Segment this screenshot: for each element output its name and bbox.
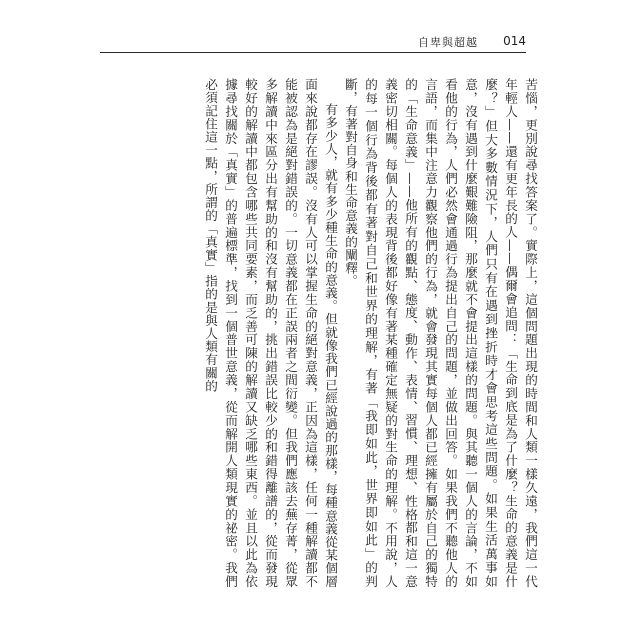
header-rule xyxy=(100,52,526,53)
body-text xyxy=(140,78,540,588)
page-number: 014 xyxy=(503,34,526,48)
running-header xyxy=(100,34,526,54)
book-title: 自卑與超越 xyxy=(418,36,478,49)
paragraph-2: 有多少人，就有多少種生命的意義。但就像我們已經說過的那樣，每種意義從某個層面來說都存在謬誤。沒有人可以掌握生命的絕對意義，正因為這樣，任何一種解讀都不能被認為是絕對錯誤的。一切意義都在正誤兩者之間衍變。但我們應該去蕪存菁，從眾多解讀中來區分出有幫助的和沒有幫助的，挑出錯誤比較少的和錯得離譜的，從而發現較好的解讀中都包含哪些共同要素，而乏善可陳的解讀又缺乏哪些東西。並且以此為依據尋找關於「真實」的普遍標準，找到一個普世意義，從而解開人類現實的祕密。我們必須記住這一點，所謂的「真實」指的是與人類有關的 xyxy=(203,78,338,588)
paragraph-1: 苦惱，更別說尋找答案了。實際上，這個問題出現的時間和人類一樣久遠，我們這一代年輕人——還有更年長的人——偶爾會追問：「生命到底是為了什麼？生命的意義是什麼？」但大多數情況下，人們只有在遇到挫折時才會思考這些問題。如果生活萬事如意，沒有遇到什麼艱難險阻，那麼就不會提出這樣的問題。與其聽一個人的言論，不如看他的行為，人們必然會通過行為提出自己的問題，並做出回答。如果我們不聽他人的言語，而集中注意力觀察他們的行為，就會發現其實每個人都已經擁有屬於自己的獨特的「生命意義」——他所有的觀點、態度、動作、表情、習慣、理想、性格都和這一意義密切相關。每個人的表現背後都好像有著某種確定無疑的對生命的理解。不用說，人的每一個行為背後都有著對自己和世界的理解，有著「我即如此，世界即如此」的判斷，有著對自身和生命意義的闡釋。 xyxy=(343,78,538,588)
